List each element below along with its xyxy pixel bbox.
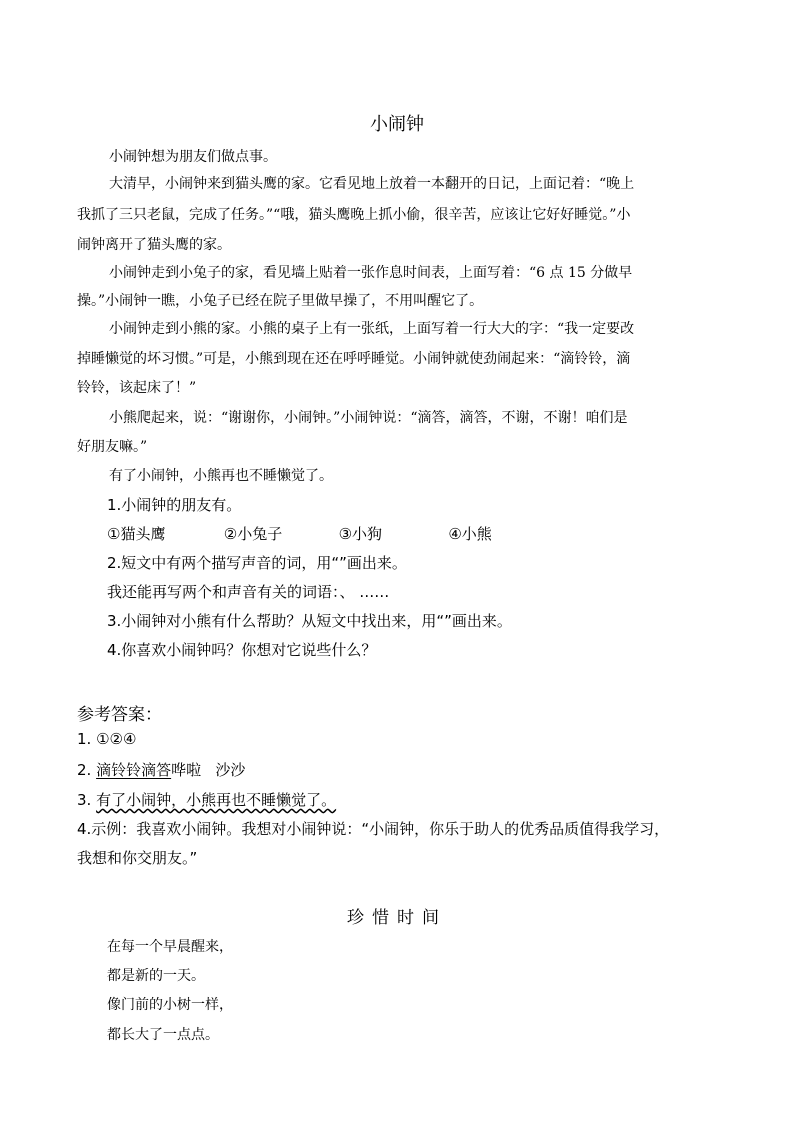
story-paragraph-4-line-3: 铃铃，该起床了！” [77, 380, 197, 396]
poem-title: 珍惜时间 [347, 908, 447, 928]
story-paragraph-3-line-2: 操。”小闹钟一瞧，小兔子已经在院子里做早操了，不用叫醒它了。 [77, 293, 484, 309]
poem-line-1: 在每一个早晨醒来， [107, 939, 233, 955]
answer-3-prefix: 3. [77, 791, 97, 809]
answer-3-wavy: 有了小闹钟，小熊再也不睡懒觉了。 [96, 791, 337, 809]
answer-4-line-1: 4.示例：我喜欢小闹钟。我想对小闹钟说：“小闹钟，你乐于助人的优秀品质值得我学习， [77, 820, 670, 838]
answer-1: 1. ①②④ [77, 730, 137, 748]
question-1: 1.小闹钟的朋友有。 [107, 496, 242, 514]
question-2-extra: 我还能再写两个和声音有关的词语：、 …… [107, 583, 390, 601]
story-paragraph-5-line-2: 好朋友嘛。” [77, 439, 148, 455]
option-4: ④小熊 [448, 525, 492, 543]
story-paragraph-1: 小闹钟想为朋友们做点事。 [109, 149, 277, 165]
poem-line-3: 像门前的小树一样， [107, 997, 233, 1013]
answer-4-line-2: 我想和你交朋友。” [77, 849, 198, 867]
question-1-options [107, 523, 492, 544]
story-paragraph-6: 有了小闹钟，小熊再也不睡懒觉了。 [109, 468, 333, 484]
story-paragraph-3-line-1: 小闹钟走到小兔子的家，看见墙上贴着一张作息时间表，上面写着：“6 点 15 分做早 [109, 265, 633, 281]
poem-line-4: 都长大了一点点。 [107, 1027, 219, 1043]
question-2: 2.短文中有两个描写声音的词，用“”画出来。 [107, 554, 407, 572]
story-paragraph-4-line-2: 掉睡懒觉的坏习惯。”可是，小熊到现在还在呼呼睡觉。小闹钟就使劲闹起来：“滴铃铃，滴 [77, 351, 631, 367]
option-2: ②小兔子 [223, 525, 283, 543]
story-paragraph-5-line-1: 小熊爬起来，说：“谢谢你，小闹钟。”小闹钟说：“滴答，滴答，不谢，不谢！咱们是 [109, 410, 628, 426]
story-title: 小闹钟 [370, 114, 424, 135]
answer-2-prefix: 2. [77, 761, 97, 779]
answer-2-rest: 哗啦 沙沙 [171, 761, 246, 779]
poem-line-2: 都是新的一天。 [107, 968, 205, 984]
answer-2-underlined: 滴铃铃滴答 [96, 761, 172, 779]
answers-heading: 参考答案： [77, 705, 162, 725]
question-3: 3.小闹钟对小熊有什么帮助？从短文中找出来，用“”画出来。 [107, 612, 512, 630]
story-paragraph-2-line-3: 闹钟离开了猫头鹰的家。 [77, 237, 231, 253]
answer-2 [77, 759, 245, 780]
answer-3 [77, 789, 336, 810]
option-3: ③小狗 [338, 525, 383, 543]
question-4: 4.你喜欢小闹钟吗？你想对它说些什么？ [107, 641, 377, 659]
story-paragraph-4-line-1: 小闹钟走到小熊的家。小熊的桌子上有一张纸，上面写着一行大大的字：“我一定要改 [109, 321, 635, 337]
story-paragraph-2-line-2: 我抓了三只老鼠，完成了任务。”“哦，猫头鹰晚上抓小偷，很辛苦，应该让它好好睡觉。”小 [77, 207, 631, 223]
story-paragraph-2-line-1: 大清早，小闹钟来到猫头鹰的家。它看见地上放着一本翻开的日记，上面记着：“晚上 [109, 176, 635, 192]
option-1: ①猫头鹰 [107, 525, 166, 543]
